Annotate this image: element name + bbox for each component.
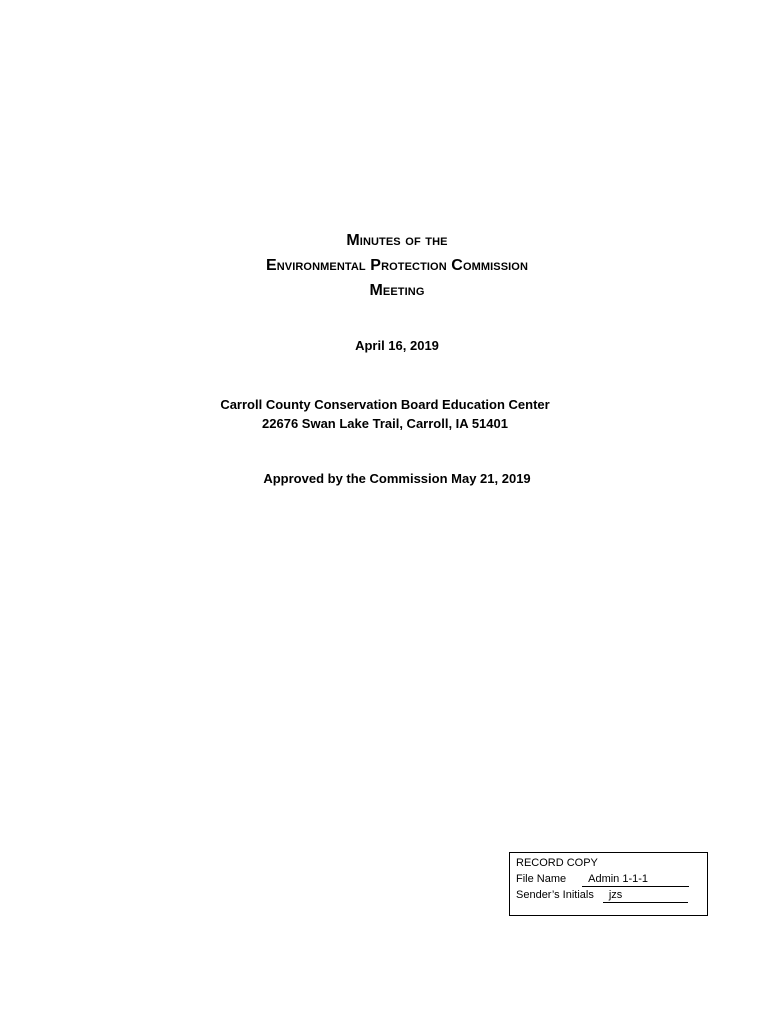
title-line: Meeting [369, 282, 425, 299]
meeting-location [0, 395, 770, 433]
approval-statement: Approved by the Commission May 21, 2019 [263, 471, 531, 486]
title-line: Minutes of the [346, 232, 448, 249]
record-copy-stamp [509, 852, 708, 916]
initials-row [516, 887, 707, 903]
location-address: 22676 Swan Lake Trail, Carroll, IA 51401 [262, 416, 508, 431]
file-name-value: Admin 1-1-1 [582, 873, 689, 887]
initials-value: jzs [603, 889, 688, 903]
location-name: Carroll County Conservation Board Education Center [220, 397, 550, 412]
file-name-label: File Name [516, 873, 567, 885]
file-name-row [516, 871, 707, 887]
document-title [0, 228, 770, 303]
record-heading-row [516, 855, 707, 871]
title-line: Environmental Protection Commission [265, 257, 529, 274]
meeting-date: April 16, 2019 [355, 338, 439, 353]
record-heading: RECORD COPY [516, 857, 598, 869]
initials-label: Sender’s Initials [516, 889, 594, 901]
